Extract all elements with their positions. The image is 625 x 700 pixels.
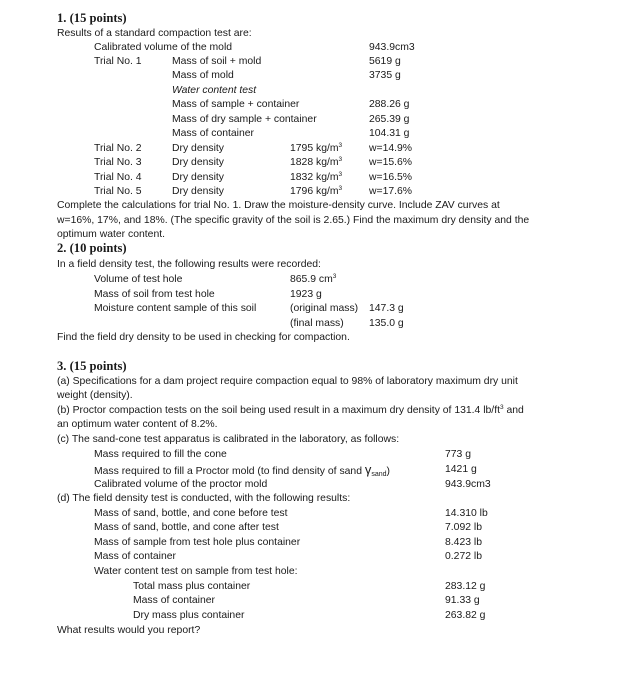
part-d-text: (d) The field density test is conducted, with the following results:: [57, 493, 351, 504]
problem-1-paragraph: optimum water content.: [57, 229, 165, 240]
problem-1-title: 1. (15 points): [57, 11, 127, 25]
fill-cone-value: 773 g: [445, 449, 472, 460]
soil-mold-value: 5619 g: [369, 56, 401, 67]
sample-hole-label: Mass of sample from test hole plus container: [94, 537, 301, 548]
part-b-text: an optimum water content of 8.2%.: [57, 419, 218, 430]
original-mass-value: 147.3 g: [369, 303, 404, 314]
mass-container-value: 91.33 g: [445, 595, 480, 606]
sample-container-value: 288.26 g: [369, 99, 410, 110]
mass-container-label: Mass of container: [133, 595, 216, 606]
sample-hole-value: 8.423 lb: [445, 537, 482, 548]
fill-cone-label: Mass required to fill the cone: [94, 449, 227, 460]
part-a-text: weight (density).: [57, 390, 133, 401]
fill-proctor-label: Mass required to fill a Proctor mold (to find density of sand $\gamma_{sand}$): [94, 462, 391, 478]
trial-no: Trial No. 3: [94, 157, 142, 168]
dry-density-value: 1796 $kg/m^3$: [290, 185, 343, 197]
problem-1-paragraph: Complete the calculations for trial No. 1. Draw the moisture-density curve. Include ZAV curves at: [57, 200, 500, 211]
dry-sample-label: Mass of dry sample + container: [172, 114, 317, 125]
volume-label: Volume of test hole: [94, 274, 183, 285]
sand-before-value: 14.310 lb: [445, 508, 488, 519]
mold-value: 3735 g: [369, 70, 401, 81]
dry-density-value: 1795 $kg/m^3$: [290, 142, 343, 154]
container-value: 104.31 g: [369, 128, 410, 139]
part-a-text: (a) Specifications for a dam project require compaction equal to 98% of laboratory maximum dry unit: [57, 376, 518, 387]
problem-2-intro: In a field density test, the following results were recorded:: [57, 259, 321, 270]
trial-no: Trial No. 5: [94, 186, 142, 197]
dry-density-label: Dry density: [172, 186, 224, 197]
mold-label: Mass of mold: [172, 70, 234, 81]
total-mass-value: 283.12 g: [445, 581, 486, 592]
volume-value: 865.9 $cm^3$: [290, 273, 337, 285]
soil-mold-label: Mass of soil + mold: [172, 56, 262, 67]
moisture-sample-label: Moisture content sample of this soil: [94, 303, 257, 314]
final-mass-value: 135.0 g: [369, 318, 404, 329]
calibrated-proctor-value: 943.9cm3: [445, 479, 491, 490]
trial-no: Trial No. 4: [94, 172, 142, 183]
part-b-text: (b) Proctor compaction tests on the soil being used result in a maximum dry density of 131.4 $lb/ft^3$ and: [57, 404, 524, 416]
fill-proctor-value: 1421 g: [445, 464, 477, 475]
water-content-heading: Water content test: [172, 85, 257, 96]
problem-2-title: 2. (10 points): [57, 241, 127, 255]
problem-1-intro: Results of a standard compaction test are:: [57, 28, 252, 39]
problem-3-title: 3. (15 points): [57, 359, 127, 373]
container-label: Mass of container: [172, 128, 255, 139]
container-value: 0.272 lb: [445, 551, 482, 562]
dry-density-value: 1828 $kg/m^3$: [290, 156, 343, 168]
dry-mass-value: 263.82 g: [445, 610, 486, 621]
problem-3-question: What results would you report?: [57, 625, 201, 636]
mass-soil-value: 1923 g: [290, 289, 322, 300]
sand-after-value: 7.092 lb: [445, 522, 482, 533]
trial-no: Trial No. 2: [94, 143, 142, 154]
sand-before-label: Mass of sand, bottle, and cone before test: [94, 508, 288, 519]
calibrated-proctor-label: Calibrated volume of the proctor mold: [94, 479, 268, 490]
sand-after-label: Mass of sand, bottle, and cone after test: [94, 522, 279, 533]
water-content-value: w=16.5%: [369, 172, 413, 183]
container-label: Mass of container: [94, 551, 177, 562]
final-mass-label: (final mass): [290, 318, 344, 329]
problem-2-question: Find the field dry density to be used in checking for compaction.: [57, 332, 350, 343]
trial-1-label: Trial No. 1: [94, 56, 142, 67]
dry-mass-label: Dry mass plus container: [133, 610, 245, 621]
total-mass-label: Total mass plus container: [133, 581, 251, 592]
water-content-value: w=14.9%: [369, 143, 413, 154]
part-c-text: (c) The sand-cone test apparatus is calibrated in the laboratory, as follows:: [57, 434, 400, 445]
dry-density-label: Dry density: [172, 143, 224, 154]
water-content-value: w=17.6%: [369, 186, 413, 197]
sample-container-label: Mass of sample + container: [172, 99, 300, 110]
dry-density-label: Dry density: [172, 157, 224, 168]
dry-sample-value: 265.39 g: [369, 114, 410, 125]
mass-soil-label: Mass of soil from test hole: [94, 289, 215, 300]
dry-density-label: Dry density: [172, 172, 224, 183]
problem-1-paragraph: w=16%, 17%, and 18%. (The specific gravity of the soil is 2.65.) Find the maximum dry density and the: [57, 215, 530, 226]
original-mass-label: (original mass): [290, 303, 359, 314]
water-content-heading: Water content test on sample from test hole:: [94, 566, 298, 577]
calibrated-volume-value: 943.9cm3: [369, 42, 415, 53]
water-content-value: w=15.6%: [369, 157, 413, 168]
dry-density-value: 1832 $kg/m^3$: [290, 171, 343, 183]
calibrated-volume-label: Calibrated volume of the mold: [94, 42, 233, 53]
